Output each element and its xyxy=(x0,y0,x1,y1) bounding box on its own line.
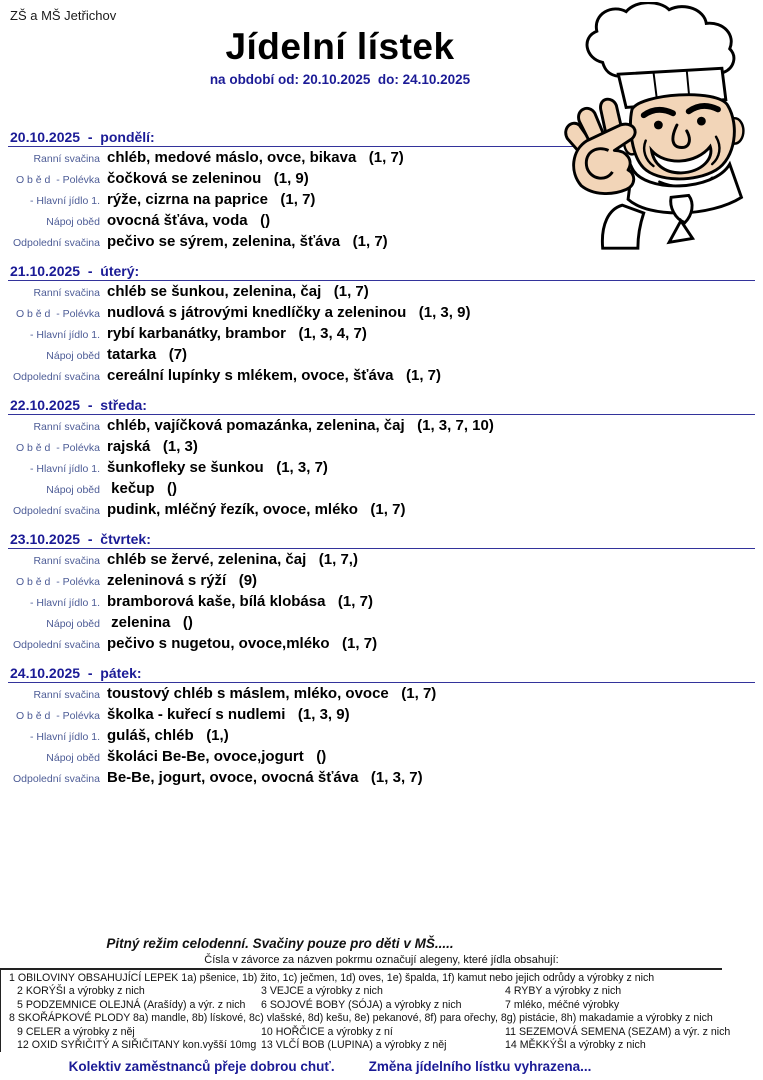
allergen-cell: 13 VLČÍ BOB (LUPINA) a výrobky z něj xyxy=(261,1039,447,1052)
day-divider xyxy=(8,146,615,147)
allergen-row-4: 8 SKOŘÁPKOVÉ PLODY 8a) mandle, 8b) lískové, 8c) vlašské, 8d) kešu, 8e) pekanové, 8f) para ořechy, 8g) pistácie, 8h) makadamie a výrobky z nich xyxy=(9,1012,713,1025)
meal-lunch-soup: nudlová s játrovými knedlíčky a zeleninou (1, 3, 9) xyxy=(107,304,471,321)
meal-main-dish: bramborová kaše, bílá klobása (1, 7) xyxy=(107,593,373,610)
meal-label-afternoon-snack: Odpolední svačina xyxy=(13,505,100,517)
meal-main-dish: guláš, chléb (1,) xyxy=(107,727,229,744)
drinking-regime-note: Pitný režim celodenní. Svačiny pouze pro děti v MŠ..... xyxy=(106,936,454,951)
meal-label-morning-snack: Ranní svačina xyxy=(33,153,100,165)
meal-drink: zelenina () xyxy=(107,614,193,631)
meal-row xyxy=(0,593,763,614)
meal-main-dish: šunkofleky se šunkou (1, 3, 7) xyxy=(107,459,328,476)
school-name: ZŠ a MŠ Jetřichov xyxy=(10,8,117,23)
period-subtitle: na období od: 20.10.2025 do: 24.10.2025 xyxy=(209,72,471,87)
meal-row xyxy=(0,417,763,438)
meal-label-main-dish: - Hlavní jídlo 1. xyxy=(29,195,100,207)
day-section-friday xyxy=(0,665,763,790)
meal-label-morning-snack: Ranní svačina xyxy=(33,287,100,299)
allergen-cell: 14 MĚKKÝŠI a výrobky z nich xyxy=(505,1039,646,1052)
allergen-cell: 4 RYBY a výrobky z nich xyxy=(505,985,622,998)
meal-afternoon-snack: Be-Be, jogurt, ovoce, ovocná šťáva (1, 3, 7) xyxy=(107,769,423,786)
meal-morning-snack: chléb, medové máslo, ovce, bikava (1, 7) xyxy=(107,149,404,166)
meal-lunch-soup: zeleninová s rýží (9) xyxy=(107,572,258,589)
allergen-cell: 10 HOŘČICE a výrobky z ní xyxy=(261,1025,393,1038)
meal-row xyxy=(0,459,763,480)
footer xyxy=(0,936,763,1052)
meal-label-lunch-soup: O b ě d - Polévka xyxy=(15,174,100,186)
closing-line xyxy=(0,1059,660,1074)
allergen-cell: 6 SOJOVÉ BOBY (SÓJA) a výrobky z nich xyxy=(261,998,462,1011)
meal-main-dish: rybí karbanátky, brambor (1, 3, 4, 7) xyxy=(107,325,367,342)
meal-label-afternoon-snack: Odpolední svačina xyxy=(13,639,100,651)
meal-row xyxy=(0,283,763,304)
meal-label-drink: Nápoj oběd xyxy=(46,484,100,496)
meal-label-lunch-soup: O b ě d - Polévka xyxy=(15,576,100,588)
meal-label-morning-snack: Ranní svačina xyxy=(33,421,100,433)
allergen-row-6 xyxy=(1,1039,722,1052)
meal-row xyxy=(0,614,763,635)
meal-lunch-soup: školka - kuřecí s nudlemi (1, 3, 9) xyxy=(107,706,350,723)
meal-label-drink: Nápoj oběd xyxy=(46,350,100,362)
meal-row xyxy=(0,501,763,522)
day-section-thursday xyxy=(0,531,763,656)
day-divider xyxy=(8,548,755,549)
meal-morning-snack: toustový chléb s máslem, mléko, ovoce (1, 7) xyxy=(107,685,437,702)
meal-drink: školáci Be-Be, ovoce,jogurt () xyxy=(107,748,327,765)
closing-change-notice: Změna jídelního lístku vyhrazena... xyxy=(368,1059,592,1074)
meal-label-morning-snack: Ranní svačina xyxy=(33,555,100,567)
day-divider xyxy=(8,414,755,415)
allergen-row-3 xyxy=(1,999,722,1012)
meal-afternoon-snack: pečivo s nugetou, ovoce,mléko (1, 7) xyxy=(107,635,378,652)
day-header: 24.10.2025 - pátek: xyxy=(10,665,142,681)
page-title: Jídelní lístek xyxy=(225,26,455,67)
allergen-row-5 xyxy=(1,1025,731,1039)
allergen-row-2 xyxy=(1,985,722,998)
allergen-cell: 12 OXID SYŘIČITÝ A SIŘIČITANY kon.vyšší 10mg xyxy=(17,1039,257,1052)
meal-morning-snack: chléb, vajíčková pomazánka, zelenina, čaj (1, 3, 7, 10) xyxy=(107,417,494,434)
meal-lunch-soup: čočková se zeleninou (1, 9) xyxy=(107,170,309,187)
allergen-table xyxy=(0,968,731,1052)
allergen-note: Čísla v závorce za názven pokrmu označují alegeny, které jídla obsahují: xyxy=(204,954,559,966)
meal-label-main-dish: - Hlavní jídlo 1. xyxy=(29,463,100,475)
meal-drink: ovocná šťáva, voda () xyxy=(107,212,271,229)
meal-row xyxy=(0,325,763,346)
meal-drink: tatarka (7) xyxy=(107,346,188,363)
meal-label-afternoon-snack: Odpolední svačina xyxy=(13,237,100,249)
day-divider xyxy=(8,682,755,683)
closing-wish: Kolektiv zaměstnanců přeje dobrou chuť. xyxy=(68,1059,335,1074)
allergen-cell: 5 PODZEMNICE OLEJNÁ (Arašídy) a výr. z nich xyxy=(17,998,246,1011)
allergen-row-1: 1 OBILOVINY OBSAHUJÍCÍ LEPEK 1a) pšenice, 1b) žito, 1c) ječmen, 1d) oves, 1e) špalda, 1f) kamut nebo jejich odrůdy a výrobky z nich xyxy=(9,972,655,984)
meal-row xyxy=(0,685,763,706)
meal-label-lunch-soup: O b ě d - Polévka xyxy=(15,710,100,722)
meal-row xyxy=(0,727,763,748)
meal-label-afternoon-snack: Odpolední svačina xyxy=(13,371,100,383)
meal-row xyxy=(0,304,763,325)
day-section-wednesday xyxy=(0,397,763,522)
meal-row xyxy=(0,769,763,790)
allergen-cell: 9 CELER a výrobky z něj xyxy=(17,1025,135,1038)
meal-afternoon-snack: pečivo se sýrem, zelenina, šťáva (1, 7) xyxy=(107,233,388,250)
meal-label-main-dish: - Hlavní jídlo 1. xyxy=(29,731,100,743)
meal-label-main-dish: - Hlavní jídlo 1. xyxy=(29,597,100,609)
meal-label-lunch-soup: O b ě d - Polévka xyxy=(15,308,100,320)
meal-label-afternoon-snack: Odpolední svačina xyxy=(13,773,100,785)
allergen-cell: 3 VEJCE a výrobky z nich xyxy=(261,985,383,998)
meal-label-drink: Nápoj oběd xyxy=(46,752,100,764)
meal-row xyxy=(0,635,763,656)
meal-row xyxy=(0,572,763,593)
meal-row xyxy=(0,706,763,727)
meal-label-drink: Nápoj oběd xyxy=(46,216,100,228)
day-header: 23.10.2025 - čtvrtek: xyxy=(10,531,151,547)
chef-illustration-icon xyxy=(546,2,761,250)
meal-morning-snack: chléb se žervé, zelenina, čaj (1, 7,) xyxy=(107,551,358,568)
meal-afternoon-snack: pudink, mléčný řezík, ovoce, mléko (1, 7) xyxy=(107,501,406,518)
day-header: 22.10.2025 - středa: xyxy=(10,397,147,413)
meal-label-lunch-soup: O b ě d - Polévka xyxy=(15,442,100,454)
allergen-cell: 11 SEZEMOVÁ SEMENA (SEZAM) a výr. z nich xyxy=(505,1025,731,1038)
meal-row xyxy=(0,438,763,459)
meal-main-dish: rýže, cizrna na paprice (1, 7) xyxy=(107,191,316,208)
meal-label-morning-snack: Ranní svačina xyxy=(33,689,100,701)
meal-lunch-soup: rajská (1, 3) xyxy=(107,438,198,455)
meal-row xyxy=(0,367,763,388)
day-divider xyxy=(8,280,755,281)
meal-label-drink: Nápoj oběd xyxy=(46,618,100,630)
allergen-cell: 7 mléko, méčné výrobky xyxy=(505,998,620,1011)
meal-row xyxy=(0,346,763,367)
allergen-cell: 2 KORÝŠI a výrobky z nich xyxy=(17,985,145,998)
meal-morning-snack: chléb se šunkou, zelenina, čaj (1, 7) xyxy=(107,283,369,300)
meal-row xyxy=(0,551,763,572)
meal-label-main-dish: - Hlavní jídlo 1. xyxy=(29,329,100,341)
meal-drink: kečup () xyxy=(107,480,178,497)
day-header: 20.10.2025 - pondělí: xyxy=(10,129,155,145)
meal-row xyxy=(0,480,763,501)
meal-row xyxy=(0,748,763,769)
day-section-tuesday xyxy=(0,263,763,388)
meal-afternoon-snack: cereální lupínky s mlékem, ovoce, šťáva (1, 7) xyxy=(107,367,442,384)
day-header: 21.10.2025 - úterý: xyxy=(10,263,140,279)
